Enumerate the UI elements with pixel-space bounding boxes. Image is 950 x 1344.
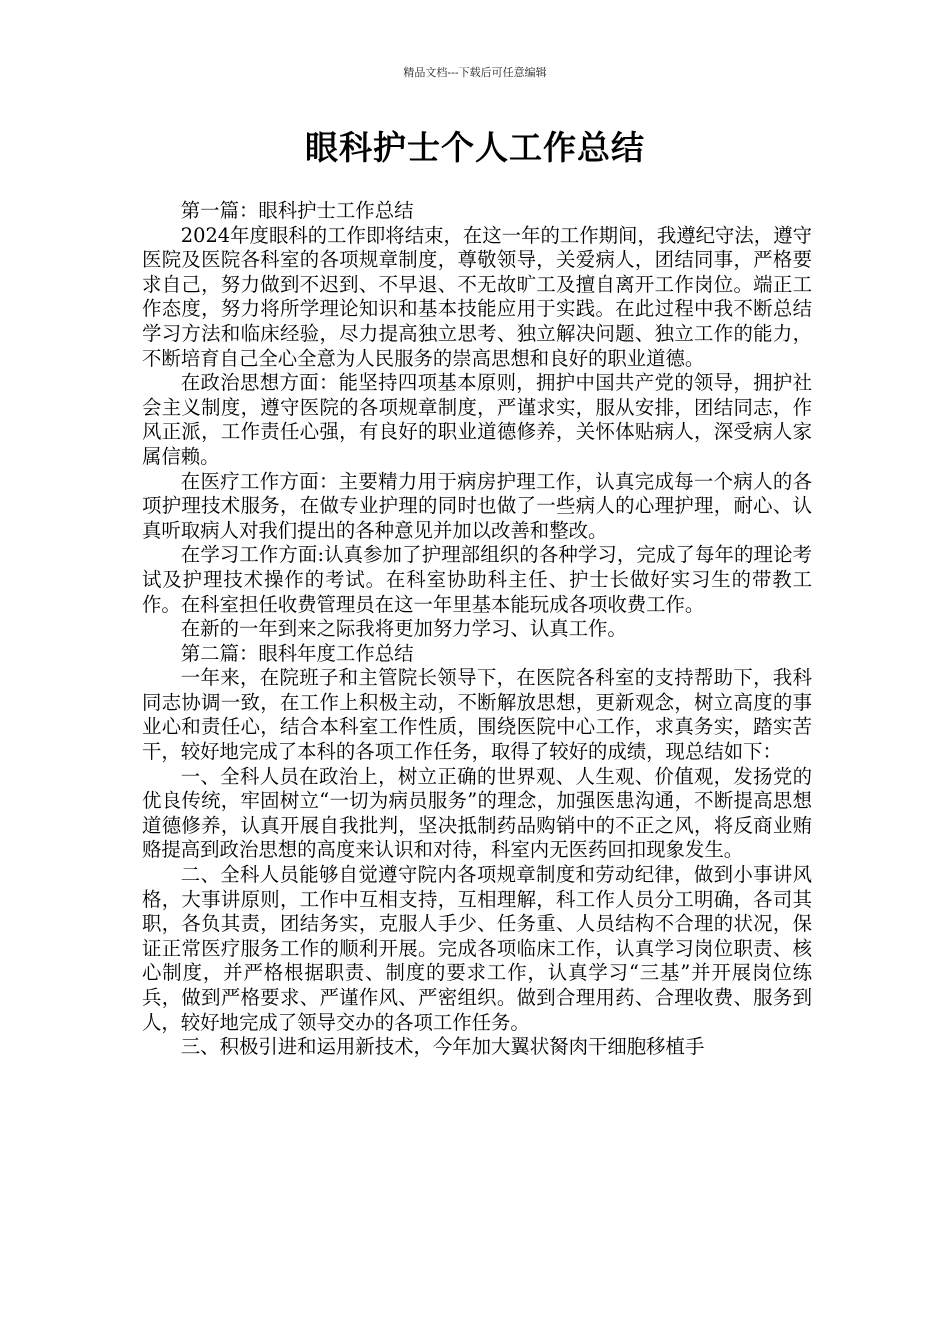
paragraph: 二、全科人员能够自觉遵守院内各项规章制度和劳动纪律，做到小事讲风格，大事讲原则，工作中互相支持，互相理解，科工作人员分工明确，各司其职，各负其责，团结务实，克服人手少、任务重、人员结构不合理的状况，保证正常医疗服务工作的顺利开展。完成各项临床工作，认真学习岗位职责、核心制度，并严格根据职责、制度的要求工作，认真学习“三基”并开展岗位练兵，做到严格要求、严谨作风、严密组织。做到合理用药、合理收费、服务到人，较好地完成了领导交办的各项工作任务。 [142, 863, 812, 1034]
section-heading-1: 第一篇：眼科护士工作总结 [180, 199, 414, 222]
document-title: 眼科护士个人工作总结 [305, 128, 645, 167]
paragraph: 2024年度眼科的工作即将结束，在这一年的工作期间，我遵纪守法，遵守医院及医院各科室的各项规章制度，尊敬领导，关爱病人，团结同事，严格要求自己，努力做到不迟到、不早退、不无故旷工及擅自离开工作岗位。端正工作态度，努力将所学理论知识和基本技能应用于实践。在此过程中我不断总结学习方法和临床经验，尽力提高独立思考、独立解决问题、独立工作的能力，不断培育自己全心全意为人民服务的崇高思想和良好的职业道德。 [142, 223, 812, 370]
page-header: 精品文档---下载后可任意编辑 [403, 66, 547, 79]
paragraph: 在医疗工作方面：主要精力用于病房护理工作，认真完成每一个病人的各项护理技术服务，在做专业护理的同时也做了一些病人的心理护理，耐心、认真听取病人对我们提出的各种意见并加以改善和整改。 [142, 469, 812, 542]
paragraph: 一、全科人员在政治上，树立正确的世界观、人生观、价值观，发扬党的优良传统，牢固树立“一切为病员服务”的理念，加强医患沟通，不断提高思想道德修养，认真开展自我批判，坚决抵制药品购销中的不正之风，将反商业贿赂提高到政治思想的高度来认识和对待，科室内无医药回扣现象发生。 [142, 764, 812, 862]
paragraph: 在政治思想方面：能坚持四项基本原则，拥护中国共产党的领导，拥护社会主义制度，遵守医院的各项规章制度，严谨求实，服从安排，团结同志，作风正派，工作责任心强，有良好的职业道德修养，关怀体贴病人，深受病人家属信赖。 [142, 371, 812, 468]
document-body [142, 199, 812, 1060]
paragraph: 三、积极引进和运用新技术，今年加大翼状胬肉干细胞移植手 [180, 1035, 705, 1059]
paragraph: 一年来，在院班子和主管院长领导下，在医院各科室的支持帮助下，我科同志协调一致，在工作上积极主动，不断解放思想，更新观念，树立高度的事业心和责任心，结合本科室工作性质，围绕医院中心工作，求真务实，踏实苦干，较好地完成了本科的各项工作任务，取得了较好的成绩，现总结如下： [142, 666, 812, 764]
section-heading-2: 第二篇：眼科年度工作总结 [180, 641, 414, 665]
paragraph: 在新的一年到来之际我将更加努力学习、认真工作。 [180, 617, 627, 641]
paragraph: 在学习工作方面:认真参加了护理部组织的各种学习，完成了每年的理论考试及护理技术操作的考试。在科室协助科主任、护士长做好实习生的带教工作。在科室担任收费管理员在这一年里基本能玩成各项收费工作。 [142, 543, 812, 616]
